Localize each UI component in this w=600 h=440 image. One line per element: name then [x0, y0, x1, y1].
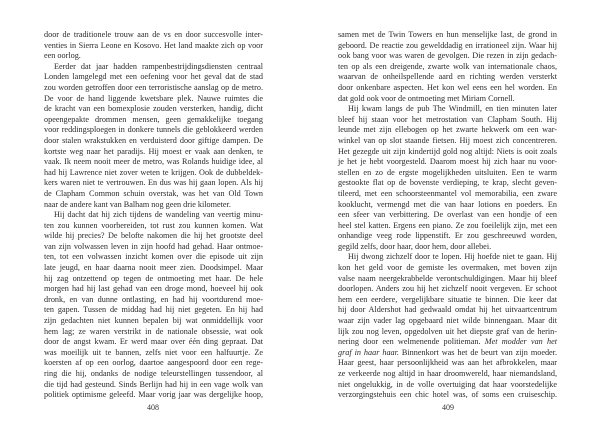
line-text: een sfeer van verbittering. De overlast van een hondje of een	[338, 210, 557, 220]
text-line	[338, 284, 557, 295]
line-text: Hij dacht dat hij zich tijdens de wandeling van veertig minu-	[54, 210, 263, 220]
text-line	[338, 72, 557, 83]
text-line	[338, 189, 557, 200]
line-text: een oorlog.	[44, 51, 81, 61]
line-text: Londen lamgelegd met een oefening voor het geval dat de stad	[44, 72, 263, 82]
line-text: kooklucht, vermengd met die van haar lotions en poeders. En	[338, 199, 557, 209]
text-line	[338, 242, 557, 253]
text-line	[44, 178, 263, 189]
text-line	[338, 41, 557, 52]
line-text: De voor de hand liggende kwetsbare plek. Nauwe ruimtes die	[44, 93, 263, 103]
line-text: ten, tot een volwassen inzicht komen over die episode uit zijn	[44, 252, 263, 262]
text-line	[44, 83, 263, 94]
text-line	[338, 358, 557, 369]
text-line	[44, 51, 263, 62]
text-line	[44, 327, 263, 338]
right-page-text	[338, 30, 557, 401]
line-text-after: Binnenkort was het de beurt van zijn moeder.	[398, 347, 557, 357]
text-line	[338, 125, 557, 136]
text-line	[338, 94, 557, 105]
text-line	[44, 62, 263, 73]
line-text: Hij dwong zichzelf door te lopen. Hij hoefde niet te gaan. Hij	[348, 252, 557, 262]
text-line	[44, 136, 263, 147]
line-text: waar zijn vader lag opgebaard niet wilde binnengaan. Maar dit	[338, 316, 557, 326]
text-line	[44, 348, 263, 359]
text-line	[44, 125, 263, 136]
text-line	[44, 41, 263, 52]
line-text: koersten af op een oorlog, daartoe aangespoord door een rege-	[44, 358, 263, 368]
text-line	[338, 115, 557, 126]
line-text: tileerd, met een schoorsteenmantel vol memorabilia, een zware	[338, 188, 557, 198]
text-line	[338, 369, 557, 380]
line-text: doorlopen. Anders zou hij het zichzelf nooit vergeven. Er schoot	[338, 284, 557, 294]
line-text: van zijn volwassen leven in zijn hoofd had gehad. Haar ontmoe-	[44, 241, 263, 251]
line-text: onhandige veeg rode lippenstift. Er zou geschreeuwd worden,	[338, 231, 557, 241]
line-text: hij door Aldershot had gedwaald omdat hij het uitvaartcentrum	[338, 305, 557, 315]
line-text: door stalen wrakstukken en verduisterd door giftige dampen. De	[44, 135, 263, 145]
line-text: voor reddingsploegen in donkere tunnels die geblokkeerd werden	[44, 125, 263, 135]
text-line	[338, 104, 557, 115]
text-line	[338, 305, 557, 316]
line-text: opeengepakte drommen mensen, geen gemakkelijke toegang	[44, 114, 263, 124]
text-line	[338, 316, 557, 327]
line-text: Hij kwam langs de pub The Windmill, en tien minuten later	[348, 104, 557, 114]
line-text: kers waren niet te vertrouwen. En dus was hij gaan lopen. Als hij	[44, 178, 263, 188]
text-line	[338, 390, 557, 401]
text-line	[338, 231, 557, 242]
line-text: door de angst kwam. Er werd maar over één ding gepraat. Dat	[44, 337, 263, 347]
line-text: late jeugd, en haar daarna nooit meer zien. Doodsimpel. Maar	[44, 263, 263, 273]
text-line	[44, 210, 263, 221]
line-text: wilde hij precies? De belofte nakomen die hij het grootste deel	[44, 231, 263, 241]
text-line	[44, 305, 263, 316]
line-text: ze verkeerde nog altijd in haar droomwereld, haar niemandsland,	[338, 369, 557, 378]
text-line	[338, 136, 557, 147]
line-text: winkel van op slot staande fietsen. Hij moest zich concentreren.	[338, 135, 557, 145]
line-text: vaak. Ik neem nooit meer de metro, was Rolands huidige idee, al	[44, 157, 263, 167]
line-text: ring die hij, ondanks de nodige teleurstellingen tussendoor, al	[44, 369, 263, 378]
text-line	[338, 263, 557, 274]
line-text: dat gold ook voor de ontmoeting met Miriam Cornell.	[338, 93, 515, 103]
text-line	[44, 274, 263, 285]
text-line	[44, 200, 263, 211]
page-number-right: 409	[442, 403, 454, 412]
text-line	[338, 51, 557, 62]
text-line	[44, 221, 263, 232]
text-line	[338, 83, 557, 94]
text-line	[44, 337, 263, 348]
text-line	[44, 231, 263, 242]
text-line	[44, 263, 263, 274]
line-text: nering door een welmenende politieman.	[338, 337, 485, 347]
line-text: hij zag ontzettend op tegen de ontmoeting met haar. De hele	[44, 273, 263, 283]
line-text: geboord. De reactie zou gewelddadig en irrationeel zijn. Waar hij	[338, 40, 557, 50]
line-text: hem een eerdere, vergelijkbare situatie te binnen. Die keer dat	[338, 294, 557, 304]
text-line	[44, 242, 263, 253]
italic-text: graf in haar haar.	[338, 347, 399, 357]
text-line	[44, 295, 263, 306]
line-text: ten op als een dreigende, zwarte wolk van internationale chaos,	[338, 61, 557, 71]
text-line	[338, 178, 557, 189]
line-text: ook bang voor was waren de gevolgen. Die rezen in zijn gedach-	[338, 51, 557, 61]
line-text: morgen had hij last gehad van een droge mond, hoeveel hij ook	[44, 284, 263, 294]
text-line	[44, 94, 263, 105]
text-line	[338, 200, 557, 211]
text-line	[44, 284, 263, 295]
text-line	[44, 369, 263, 380]
line-text: valse naam neergekrabbelde verontschuldigingen. Maar hij bleef	[338, 273, 557, 283]
text-line	[338, 221, 557, 232]
line-text: Eerder dat jaar hadden rampenbestrijdingsdiensten centraal	[54, 61, 263, 71]
line-text: door de traditionele trouw aan de vs en door succesvolle inter-	[44, 30, 263, 39]
line-text: zou worden getroffen door een terroristische aanslag op de metro.	[44, 82, 263, 92]
line-text: stellen en zo de ergste mogelijkheden uitsluiten. Een te warm	[338, 167, 557, 177]
text-line	[338, 157, 557, 168]
line-text: was moeilijk uit te bannen, zelfs niet voor een halfuurtje. Ze	[44, 347, 263, 357]
line-text: de Clapham Common schuin overstak, was het van Old Town	[44, 188, 263, 198]
line-text: zijn gedachten niet kunnen bepalen bij wat onmiddellijk voor	[44, 316, 263, 326]
line-text: kon het geld voor de gemiste les overmaken, met boven zijn	[338, 263, 557, 273]
line-text: de kracht van een bomexplosie zouden versterken, handig, dicht	[44, 104, 263, 114]
line-text: lijk zou nog leven, opgedolven uit het diepste graf van de herin-	[338, 326, 557, 336]
line-text: dronk, en van dunne ontlasting, en had hij voortdurend moe-	[44, 294, 263, 304]
text-line	[44, 380, 263, 391]
line-text: gegild zelfs, door haar, door hem, door allebei.	[338, 241, 492, 251]
line-text: leunde met zijn ellebogen op het zwarte hekwerk om een war-	[338, 125, 557, 135]
line-text: ten zou kunnen voorbereiden, tot rust zou kunnen komen. Wat	[44, 220, 263, 230]
text-line	[338, 295, 557, 306]
line-text: door onkenbare aspecten. Het kon wel eens een hel worden. En	[338, 82, 557, 92]
text-line	[338, 168, 557, 179]
text-line	[44, 157, 263, 168]
line-text: je het je hebt voorgesteld. Daarom moest hij zich haar nu voor-	[338, 157, 557, 167]
italic-text: Met modder van het	[484, 337, 557, 347]
line-text: hem lag; ze waren verstrikt in de nationale obsessie, wat ook	[44, 326, 263, 336]
text-line	[338, 252, 557, 263]
text-line	[338, 147, 557, 158]
text-line	[44, 252, 263, 263]
text-line	[44, 390, 263, 401]
text-line	[338, 30, 557, 41]
line-text: niet ongelukkig, in de volle overtuiging dat haar voorstedelijke	[338, 379, 557, 389]
page-number-left: 408	[147, 403, 159, 412]
line-text: heel stel katten. Ergens een piano. Ze zou foeilelijk zijn, met een	[338, 220, 557, 230]
line-text: waarvan de onheilspellende aard en richting werden versterkt	[338, 72, 557, 82]
line-text: kortste weg naar het paradijs. Hij moest er vaak aan denken, te	[44, 146, 263, 156]
text-line	[338, 327, 557, 338]
line-text: die tijd had gesteund. Sinds Berlijn had hij in een vage wolk van	[44, 379, 263, 389]
line-text: naar de andere kant van Balham nog geen drie kilometer.	[44, 199, 231, 209]
text-line	[44, 189, 263, 200]
text-line	[44, 358, 263, 369]
text-line	[44, 72, 263, 83]
text-line	[338, 274, 557, 285]
line-text: venties in Sierra Leone en Kosovo. Het land maakte zich op voor	[44, 40, 263, 50]
line-text: gestookte flat op de bovenste verdieping, te krap, slecht geven-	[338, 178, 557, 188]
text-line	[338, 337, 557, 348]
text-line	[44, 147, 263, 158]
text-line	[338, 348, 557, 359]
text-line	[338, 62, 557, 73]
line-text: ten gapen. Tussen de middag had hij niet gegeten. En hij had	[44, 305, 263, 315]
line-text: samen met de Twin Towers en hun menselijke last, de grond in	[338, 30, 557, 39]
line-text: politiek optimisme geleefd. Maar vorig jaar was dergelijke hoop,	[44, 390, 263, 400]
left-page-text	[44, 30, 263, 401]
text-line	[44, 168, 263, 179]
line-text: verzorgingstehuis een chic hotel was, of soms een cruiseschip.	[338, 390, 557, 400]
line-text: Haar geest, haar persoonlijkheid was aan het afbrokkelen, maar	[338, 358, 557, 368]
right-page	[300, 0, 600, 440]
line-text: Het gezegde uit zijn kindertijd gold nog altijd: Niets is ooit zoals	[338, 146, 557, 156]
text-line	[44, 30, 263, 41]
text-line	[44, 316, 263, 327]
text-line	[44, 104, 263, 115]
line-text: bleef hij staan voor het metrostation van Clapham South. Hij	[338, 114, 557, 124]
line-text: had hij Lawrence niet zover weten te krijgen. Ook de dubbeldek-	[44, 167, 263, 177]
text-line	[338, 210, 557, 221]
text-line	[44, 115, 263, 126]
text-line	[338, 380, 557, 391]
